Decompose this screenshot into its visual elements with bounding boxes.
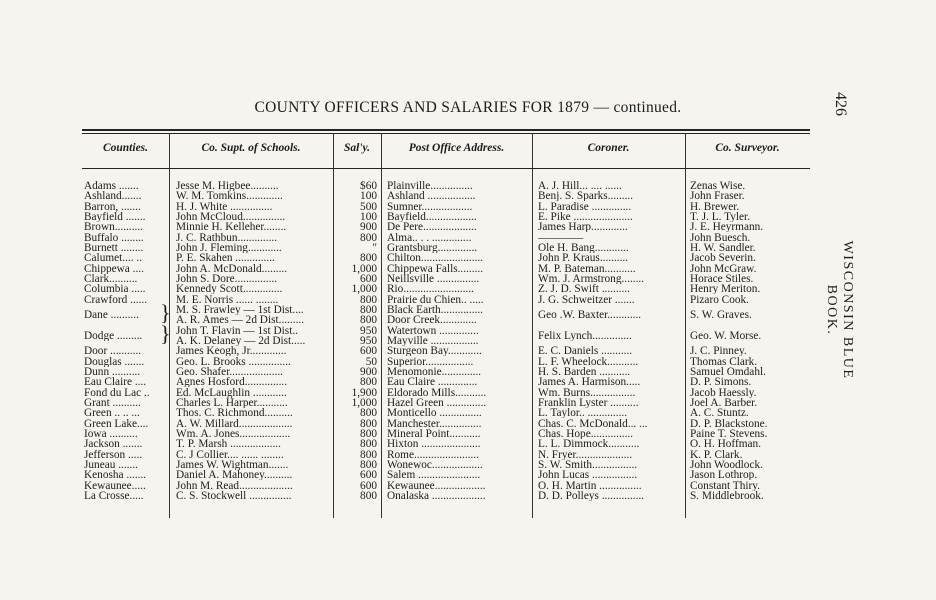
cell-coroner: Ole H. Bang............ — [538, 242, 629, 253]
cell-surveyor: S. Middlebrook. — [690, 490, 764, 501]
cell-supt: W. M. Tomkins............. — [176, 191, 283, 202]
cell-supt: A. K. Delaney — 2d Dist..... — [176, 335, 306, 346]
cell-coroner: Benj. S. Sparks......... — [538, 191, 634, 202]
cell-supt: M. S. Frawley — 1st Dist.... — [176, 304, 304, 315]
cell-salary: 1,000 — [351, 263, 377, 274]
cell-coroner: L. F. Wheelock........... — [538, 356, 639, 367]
cell-post: Bayfield.................. — [387, 211, 477, 222]
cell-surveyor: K. P. Clark. — [690, 449, 743, 460]
column-divider — [381, 133, 382, 518]
cell-post: Neillsville ............... — [387, 273, 480, 284]
cell-coroner: S. W. Smith................ — [538, 459, 638, 470]
cell-supt: C. S. Stockwell ............... — [176, 490, 292, 501]
cell-post: Sturgeon Bay............ — [387, 346, 482, 357]
cell-coroner: James A. Harmison..... — [538, 377, 641, 388]
page-title: COUNTY OFFICERS AND SALARIES FOR 1879 — continued. — [254, 99, 682, 116]
header-rule — [82, 168, 810, 169]
cell-supt: Thos. C. Richmond.......... — [176, 408, 293, 419]
cell-salary: 1,900 — [351, 387, 377, 398]
cell-surveyor: Jason Lothrop. — [690, 470, 758, 481]
cell-surveyor: T. J. L. Tyler. — [690, 211, 750, 222]
cell-county: Brown.......... — [84, 222, 143, 233]
cell-coroner: L. Paradise .............. — [538, 201, 632, 212]
cell-surveyor: Henry Meriton. — [690, 284, 761, 295]
header-counties: Counties. — [102, 142, 149, 154]
cell-post: Hixton ..................... — [387, 439, 481, 450]
cell-post: Mayville ................. — [387, 335, 479, 346]
cell-surveyor: J. C. Pinney. — [690, 346, 747, 357]
cell-post: Eldorado Mills........... — [387, 387, 487, 398]
cell-county: Douglas ....... — [84, 356, 145, 367]
cell-supt: A. W. Millard................... — [176, 418, 293, 429]
cell-county: Green Lake.... — [84, 418, 149, 429]
cell-coroner: Z. J. D. Swift .......... — [538, 284, 630, 295]
cell-county: Columbia ..... — [84, 284, 146, 295]
cell-salary: 800 — [360, 449, 377, 460]
cell-coroner: Chas. C. McDonald... ... — [538, 418, 648, 429]
cell-supt: Agnes Hosford............... — [176, 377, 288, 388]
cell-salary: 800 — [360, 428, 377, 439]
cell-surveyor: Zenas Wise. — [690, 181, 746, 191]
cell-salary: 800 — [360, 439, 377, 450]
cell-post: Chippewa Falls......... — [387, 263, 484, 274]
cell-post: Watertown .............. — [387, 325, 479, 336]
cell-supt: M. E. Norris ...... ........ — [176, 294, 279, 305]
cell-surveyor: A. C. Stuntz. — [690, 408, 749, 419]
cell-post: Sumner.................. — [387, 201, 473, 212]
cell-supt: John McCloud............... — [176, 211, 286, 222]
cell-post: Rio......................... — [387, 284, 474, 295]
cell-supt: Geo. L. Brooks ............... — [176, 356, 291, 367]
cell-county: Calumet.... .. — [84, 253, 143, 264]
cell-county: Door ........... — [84, 346, 142, 357]
cell-surveyor: Horace Stiles. — [690, 273, 754, 284]
cell-salary: 100 — [360, 191, 377, 202]
cell-post: De Pere................... — [387, 222, 477, 233]
cell-surveyor: D. P. Blackstone. — [690, 418, 768, 429]
cell-supt: Kennedy Scott.............. — [176, 284, 283, 295]
cell-surveyor: Samuel Omdahl. — [690, 366, 766, 377]
cell-coroner: H. S. Barden ........... — [538, 366, 631, 377]
cell-surveyor: John Fraser. — [690, 191, 745, 202]
cell-surveyor: Thomas Clark. — [690, 356, 758, 367]
cell-post: Grantsburg.............. — [387, 242, 478, 253]
column-divider — [532, 133, 533, 518]
cell-post: Wonewoc.................. — [387, 459, 483, 470]
cell-supt: Charles L. Harper........... — [176, 397, 288, 408]
cell-post: Rome....................... — [387, 449, 479, 460]
cell-county: Bayfield ....... — [84, 211, 146, 222]
cell-supt: Minnie H. Kelleher........ — [176, 222, 287, 233]
cell-post: Plainville............... — [387, 181, 473, 191]
cell-salary: 800 — [360, 459, 377, 470]
cell-county: Chippewa .... — [84, 263, 144, 274]
cell-surveyor: Joel A. Barber. — [690, 397, 758, 408]
cell-salary: $60 — [360, 181, 377, 191]
running-head: WISCONSIN BLUE BOOK. — [824, 240, 855, 380]
cell-supt: H. J. White ............... — [176, 201, 273, 212]
cell-surveyor: Jacob Haessly. — [690, 387, 757, 398]
cell-surveyor: O. H. Hoffman. — [690, 439, 762, 450]
top-rule-thin — [82, 133, 810, 134]
brace-icon: } — [160, 299, 171, 325]
cell-county: Dane .......... — [84, 310, 139, 321]
cell-salary: 600 — [360, 273, 377, 284]
cell-salary: 800 — [360, 304, 377, 315]
cell-surveyor: John Buesch. — [690, 232, 751, 243]
cell-county: Dodge ......... — [84, 330, 143, 341]
cell-post: Superior................. — [387, 356, 474, 367]
cell-post: Chilton...................... — [387, 253, 484, 264]
cell-salary: 500 — [360, 201, 377, 212]
cell-coroner: Geo .W. Baxter............ — [538, 310, 642, 321]
cell-post: Ashland ................. — [387, 191, 476, 202]
column-divider — [685, 133, 686, 518]
cell-post: Mineral Point........... — [387, 428, 481, 439]
cell-surveyor: Constant Thiry. — [690, 480, 760, 491]
cell-supt: John T. Flavin — 1st Dist.. — [176, 325, 298, 336]
cell-coroner: John Lucas ................ — [538, 470, 638, 481]
cell-post: Door Creek............. — [387, 315, 477, 326]
cell-supt: A. R. Ames — 2d Dist......... — [176, 315, 305, 326]
cell-salary: 600 — [360, 470, 377, 481]
header-salary: Sal'y. — [343, 142, 371, 154]
header-surveyor: Co. Surveyor. — [715, 142, 780, 154]
cell-post: Prairie du Chien.. ..... — [387, 294, 484, 305]
cell-county: Adams ....... — [84, 181, 139, 191]
cell-coroner: D. D. Polleys ............... — [538, 490, 645, 501]
cell-salary: 50 — [365, 356, 377, 367]
cell-supt: James Keogh, Jr............. — [176, 346, 287, 357]
cell-coroner: N. Fryer.................... — [538, 449, 633, 460]
brace-icon: } — [160, 320, 171, 346]
cell-coroner: O. H. Martin ............... — [538, 480, 642, 491]
cell-county: Juneau ....... — [84, 459, 138, 470]
cell-coroner: A. J. Hill... .... ...... — [538, 181, 622, 191]
cell-supt: John M. Read................... — [176, 480, 293, 491]
cell-salary: 900 — [360, 366, 377, 377]
cell-county: Iowa .......... — [84, 428, 138, 439]
cell-county: Kewaunee..... — [84, 480, 146, 491]
cell-county: Barron, ....... — [84, 201, 141, 212]
cell-county: Ashland....... — [84, 191, 142, 202]
cell-county: Fond du Lac .. — [84, 387, 150, 398]
header-coroner: Coroner. — [587, 142, 630, 154]
cell-supt: J. C. Rathbun.............. — [176, 232, 278, 243]
cell-county: Grant .......... — [84, 397, 141, 408]
cell-supt: T. P. Marsh .................. — [176, 439, 281, 450]
cell-surveyor: H. W. Sandler. — [690, 242, 756, 253]
cell-surveyor: S. W. Graves. — [690, 310, 752, 321]
cell-county: Eau Claire .... — [84, 377, 147, 388]
cell-county: Crawford ...... — [84, 294, 148, 305]
cell-supt: Ed. McLaughlin ............ — [176, 387, 287, 398]
cell-coroner: Felix Lynch.............. — [538, 330, 632, 341]
cell-salary: 900 — [360, 222, 377, 233]
cell-coroner: M. P. Bateman........... — [538, 263, 636, 274]
cell-surveyor: Paine T. Stevens. — [690, 428, 768, 439]
cell-surveyor: John McGraw. — [690, 263, 757, 274]
cell-coroner: L. L. Dimmock........... — [538, 439, 640, 450]
cell-salary: 800 — [360, 377, 377, 388]
cell-salary: 800 — [360, 294, 377, 305]
cell-post: Onalaska ................... — [387, 490, 486, 501]
cell-county: Jackson ....... — [84, 439, 143, 450]
cell-post: Kewaunee.................. — [387, 480, 486, 491]
cell-post: Black Earth............... — [387, 304, 484, 315]
cell-salary: 600 — [360, 480, 377, 491]
cell-post: Monticello ............... — [387, 408, 482, 419]
cell-county: Dunn .......... — [84, 366, 141, 377]
cell-coroner: John P. Kraus.......... — [538, 253, 629, 264]
cell-county: Green .. .. ... — [84, 408, 140, 419]
header-post: Post Office Address. — [408, 142, 505, 154]
cell-supt: Jesse M. Higbee.......... — [176, 181, 279, 191]
cell-supt: P. E. Skahen .............. — [176, 253, 275, 264]
cell-supt: John A. McDonald......... — [176, 263, 288, 274]
cell-surveyor: John Woodlock. — [690, 459, 763, 470]
cell-coroner: E. Pike ..................... — [538, 211, 633, 222]
cell-salary: 950 — [360, 335, 377, 346]
cell-surveyor: Pizaro Cook. — [690, 294, 749, 305]
cell-salary: 800 — [360, 418, 377, 429]
cell-salary: 100 — [360, 211, 377, 222]
cell-surveyor: Geo. W. Morse. — [690, 330, 762, 341]
cell-coroner: Chas. Hope............... — [538, 428, 634, 439]
cell-surveyor: J. E. Heyrmann. — [690, 222, 764, 233]
cell-supt: John S. Dore............... — [176, 273, 278, 284]
cell-salary: 600 — [360, 346, 377, 357]
cell-salary: 800 — [360, 232, 377, 243]
cell-salary: " — [372, 242, 377, 253]
top-rule — [82, 129, 810, 131]
cell-supt: C. J Collier.... ...... ........ — [176, 449, 284, 460]
header-supt: Co. Supt. of Schools. — [201, 142, 301, 154]
cell-supt: Wm. A. Jones.................. — [176, 428, 291, 439]
cell-coroner: E. C. Daniels ........... — [538, 346, 633, 357]
cell-coroner: ———— — [538, 232, 584, 243]
cell-post: Alma.. . . .............. — [387, 232, 472, 243]
cell-salary: 800 — [360, 490, 377, 501]
cell-coroner: James Harp............. — [538, 222, 628, 233]
cell-county: Clark.......... — [84, 273, 138, 284]
cell-surveyor: D. P. Simons. — [690, 377, 752, 388]
cell-salary: 950 — [360, 325, 377, 336]
cell-supt: James W. Wightman....... — [176, 459, 289, 470]
cell-post: Salem ...................... — [387, 470, 481, 481]
cell-county: La Crosse..... — [84, 490, 144, 501]
cell-coroner: Wm. J. Armstrong........ — [538, 273, 645, 284]
cell-post: Menomonie.............. — [387, 366, 482, 377]
cell-salary: 800 — [360, 408, 377, 419]
cell-surveyor: H. Brewer. — [690, 201, 740, 212]
cell-post: Hazel Green .............. — [387, 397, 487, 408]
cell-salary: 1,000 — [351, 284, 377, 295]
cell-coroner: L. Taylor.. .............. — [538, 408, 628, 419]
cell-salary: 800 — [360, 315, 377, 326]
cell-post: Manchester............... — [387, 418, 482, 429]
page-number: 426 — [832, 92, 849, 116]
cell-coroner: Wm. Burns................ — [538, 387, 636, 398]
cell-coroner: Franklin Lyster .......... — [538, 397, 639, 408]
cell-supt: Daniel A. Mahoney.......... — [176, 470, 293, 481]
cell-surveyor: Jacob Severin. — [690, 253, 756, 264]
cell-coroner: J. G. Schweitzer ....... — [538, 294, 635, 305]
cell-county: Kenosha ....... — [84, 470, 147, 481]
cell-county: Jefferson ..... — [84, 449, 143, 460]
cell-county: Buffalo ........ — [84, 232, 144, 243]
cell-supt: Geo. Shafer................... — [176, 366, 283, 377]
cell-salary: 800 — [360, 253, 377, 264]
cell-county: Burnett ........ — [84, 242, 144, 253]
cell-salary: 1,000 — [351, 397, 377, 408]
cell-post: Eau Claire .............. — [387, 377, 478, 388]
cell-supt: John J. Fleming............ — [176, 242, 282, 253]
